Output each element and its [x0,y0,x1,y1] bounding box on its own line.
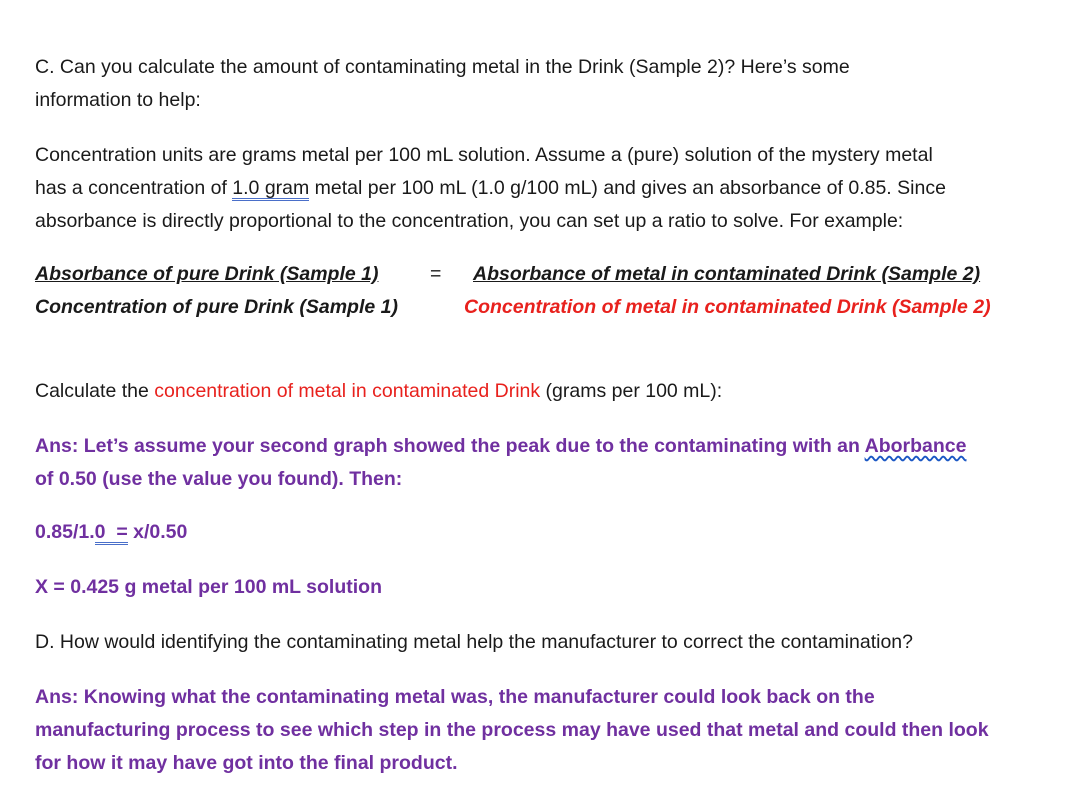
answer-d [35,681,989,780]
answer-c [35,430,966,496]
answer-d-line3: for how it may have got into the final product. [35,752,458,774]
section-c-question [35,51,850,117]
answer-d-line1: Ans: Knowing what the contaminating metal was, the manufacturer could look back on the [35,686,875,708]
equation-post: x/0.50 [127,521,188,543]
section-d-question: D. How would identifying the contaminating metal help the manufacturer to correct the contamination? [35,631,913,653]
answer-c-line1-pre: Ans: Let’s assume your second graph showed the peak due to the contaminating with an [35,435,865,457]
equation-pre: 0.85/1. [35,521,95,543]
ratio-right-denominator: Concentration of metal in contaminated Drink (Sample 2) [464,296,991,318]
answer-c-misspelled-word: Aborbance [864,435,967,457]
info-line2-pre: has a concentration of [35,177,233,199]
answer-c-result: X = 0.425 g metal per 100 mL solution [35,576,382,598]
ratio-denominator-row [35,291,1035,324]
calculate-highlight: concentration of metal in contaminated Drink [154,380,541,402]
info-line3: absorbance is directly proportional to the concentration, you can set up a ratio to solve. For example: [35,210,904,232]
info-line2-post: metal per 100 mL (1.0 g/100 mL) and gives an absorbance of 0.85. Since [309,177,946,199]
section-c-line1: C. Can you calculate the amount of contaminating metal in the Drink (Sample 2)? Here’s some [35,56,850,78]
ratio-equals: = [430,263,442,285]
info-line2 [35,172,946,205]
answer-c-equation [35,516,187,549]
ratio-left-numerator: Absorbance of pure Drink (Sample 1) [35,263,379,285]
info-gram-highlight: 1.0 gram [232,177,310,199]
answer-d-line2: manufacturing process to see which step in the process may have used that metal and could then look [35,719,989,741]
info-line1: Concentration units are grams metal per 100 mL solution. Assume a (pure) solution of the mystery metal [35,144,933,166]
ratio-right-numerator: Absorbance of metal in contaminated Drink (Sample 2) [473,263,981,285]
calculate-line [35,375,722,408]
ratio-left-denominator: Concentration of pure Drink (Sample 1) [35,296,398,318]
answer-c-line2: of 0.50 (use the value you found). Then: [35,468,403,490]
ratio-numerator-row [35,258,1035,291]
calculate-post: (grams per 100 mL): [540,380,723,402]
calculate-pre: Calculate the [35,380,155,402]
section-c-line2: information to help: [35,89,201,111]
info-paragraph [35,139,946,238]
answer-c-line1 [35,430,966,463]
equation-underlined: 0 = [94,521,128,543]
